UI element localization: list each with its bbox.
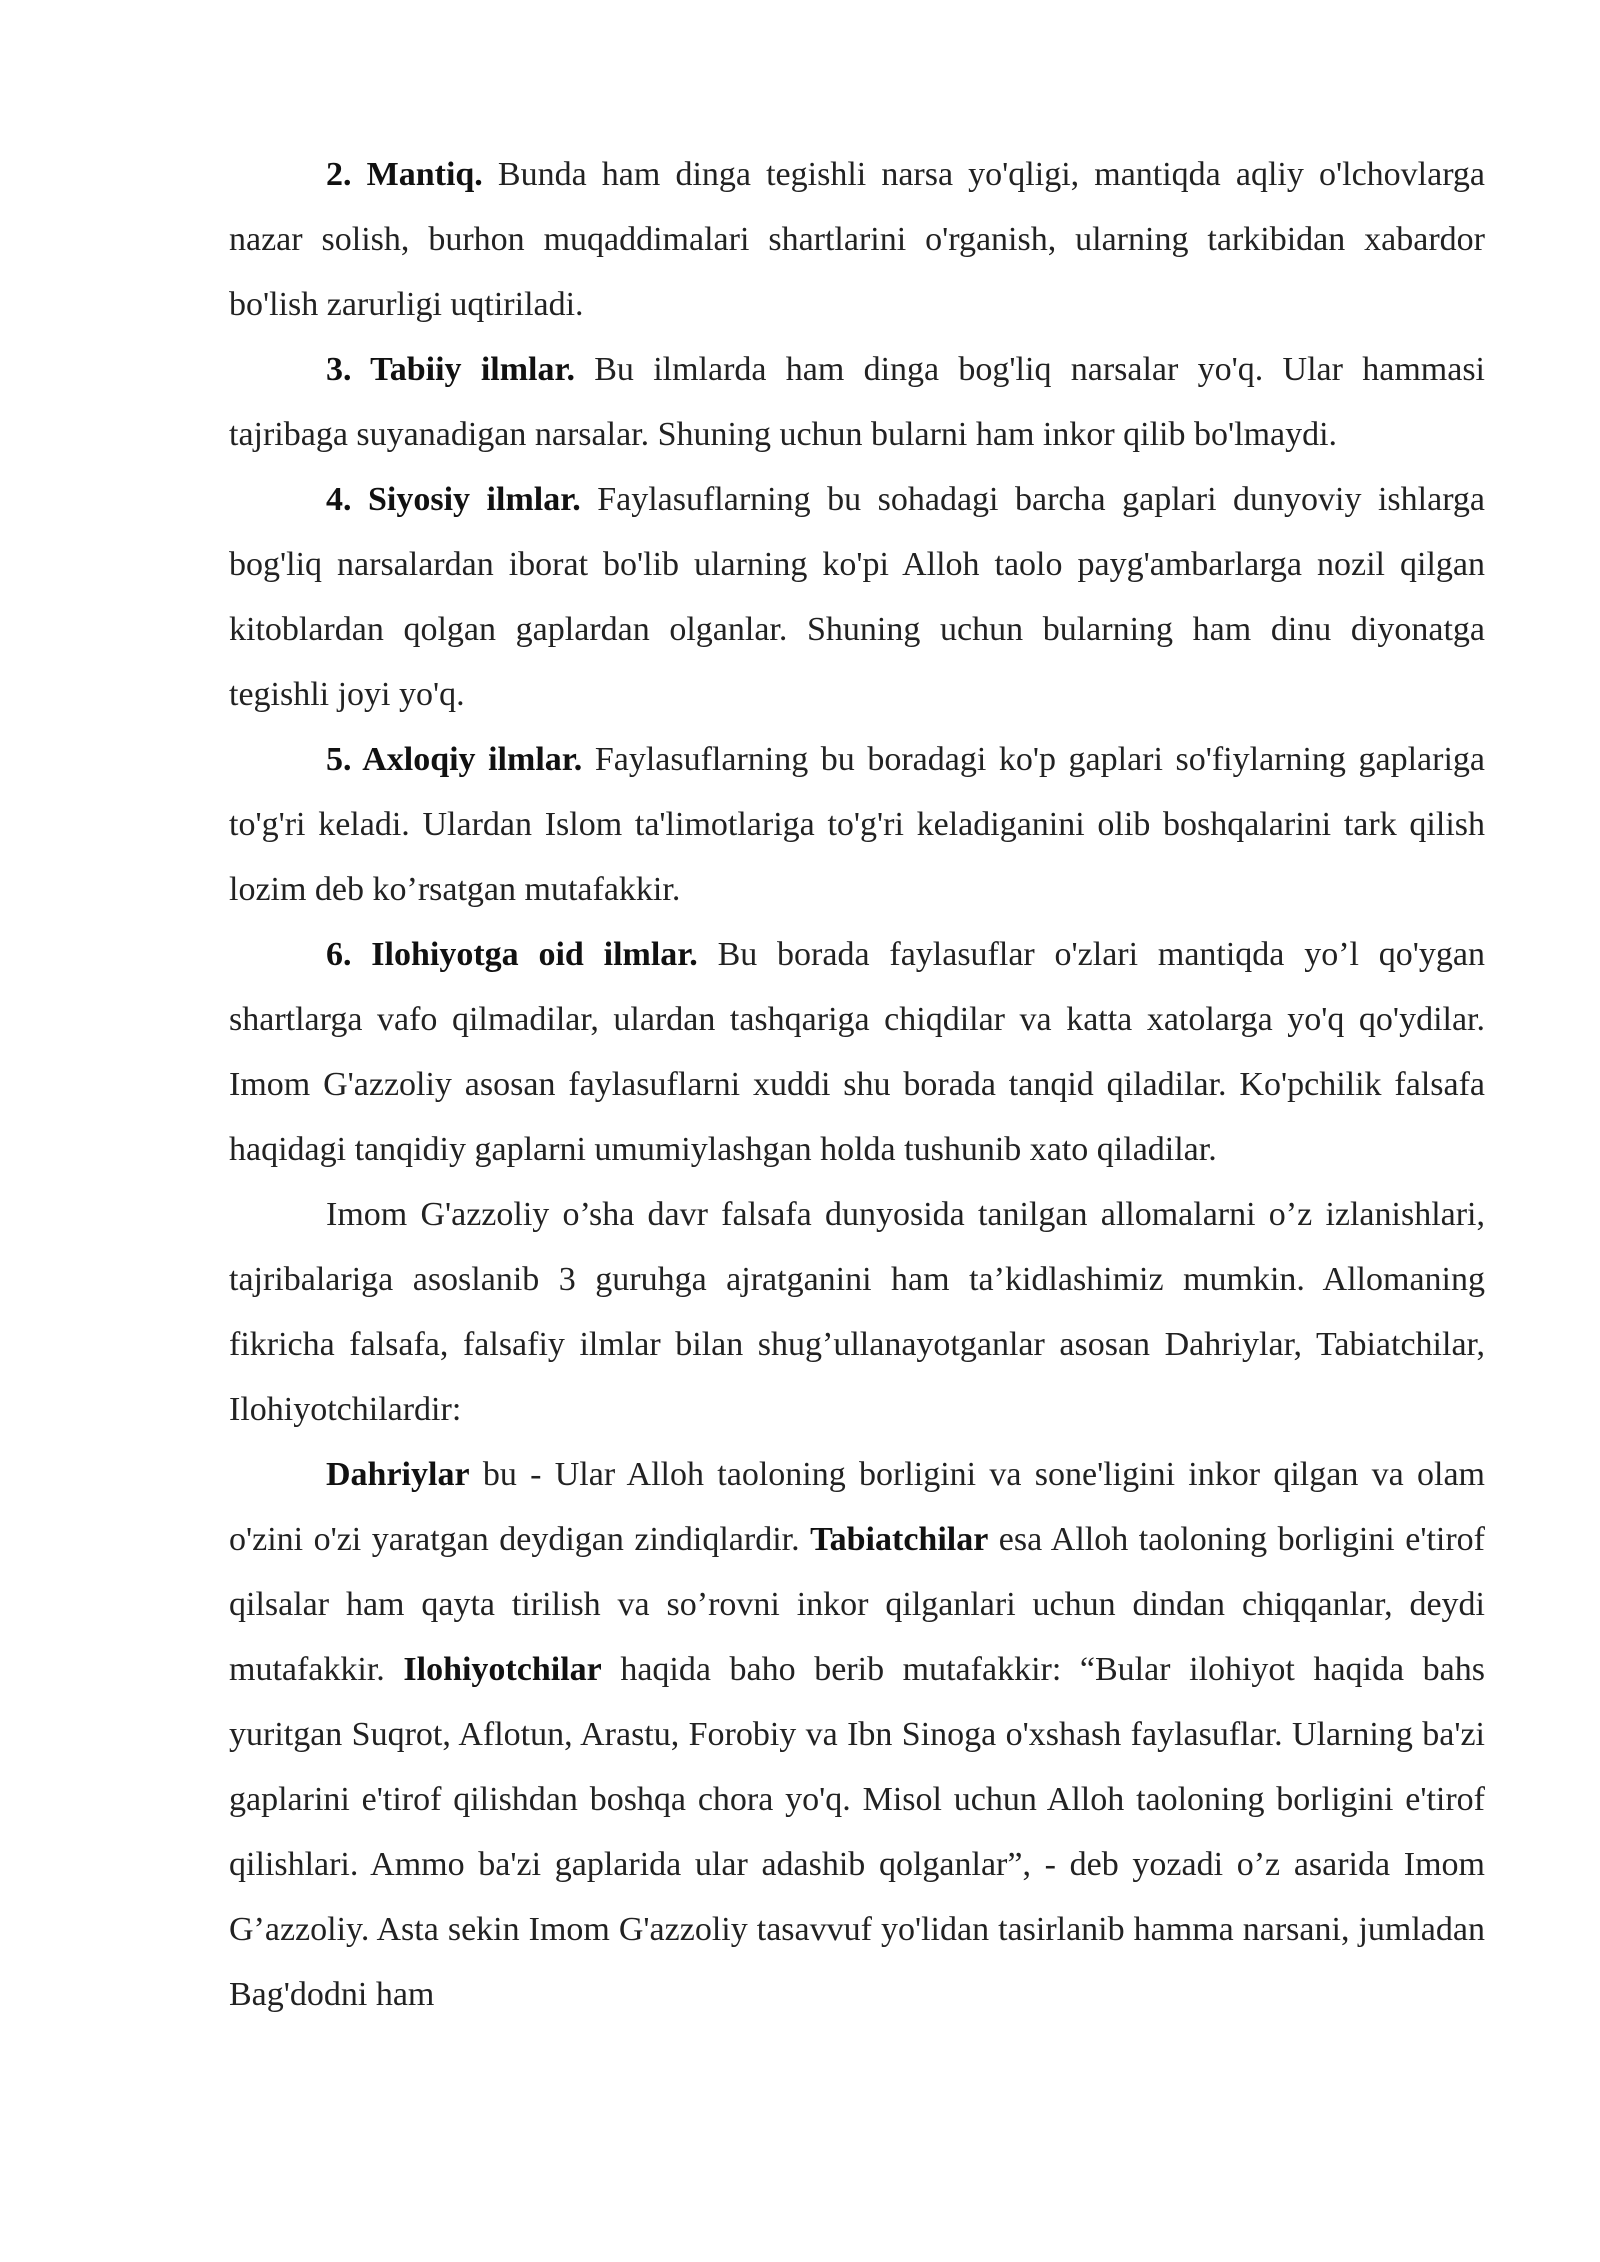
term-ilohiyotchilar: Ilohiyotchilar [403, 1651, 602, 1688]
paragraph-guruhlar [229, 1182, 1485, 1442]
heading-siyosiy-ilmlar: 4. Siyosiy ilmlar. [326, 481, 581, 518]
paragraph-ilohiyot-ilmlar-text: Bu borada faylasuflar o'zlari mantiqda yo’l qo'ygan shartlarga vafo qilmadilar, ulardan tashqariga chiqdilar va katta xatolarga yo'q qo'ydilar. Imom G'azzoliy asosan faylasuflarni xuddi shu borada tanqid qiladilar. Ko'pchilik falsafa haqidagi tanqidiy gaplarni umumiylashgan holda tushunib xato qiladilar. [229, 936, 1485, 1168]
paragraph-tabiiy-ilmlar-text: Bu ilmlarda ham dinga bog'liq narsalar yo'q. Ular hammasi tajribaga suyanadigan narsalar. Shuning uchun bularni ham inkor qilib bo'lmaydi. [229, 351, 1485, 453]
heading-mantiq: 2. Mantiq. [326, 156, 483, 193]
heading-tabiiy-ilmlar: 3. Tabiiy ilmlar. [326, 351, 575, 388]
term-tabiatchilar: Tabiatchilar [810, 1521, 989, 1558]
heading-axloqiy-ilmlar: 5. Axloqiy ilmlar. [326, 741, 583, 778]
paragraph-siyosiy-ilmlar [229, 467, 1485, 727]
paragraph-ilohiyot-ilmlar [229, 922, 1485, 1182]
paragraph-tabiiy-ilmlar [229, 337, 1485, 467]
document-page [229, 142, 1485, 2027]
paragraph-mantiq [229, 142, 1485, 337]
paragraph-mantiq-text: Bunda ham dinga tegishli narsa yo'qligi, mantiqda aqliy o'lchovlarga nazar solish, burhon muqaddimalari shartlarini o'rganish, ularning tarkibidan xabardor bo'lish zarurligi uqtiriladi. [229, 156, 1485, 323]
heading-ilohiyot-ilmlar: 6. Ilohiyotga oid ilmlar. [326, 936, 698, 973]
paragraph-guruhlar-text: Imom G'azzoliy o’sha davr falsafa dunyosida tanilgan allomalarni o’z izlanishlari, tajribalariga asoslanib 3 guruhga ajratganini ham ta’kidlashimiz mumkin. Allomaning fikricha falsafa, falsafiy ilmlar bilan shug’ullanayotganlar asosan Dahriylar, Tabiatchilar, Ilohiyotchilardir: [229, 1196, 1485, 1428]
paragraph-dahriylar-text: bu - Ular Alloh taoloning borligini va sone'ligini inkor qilgan va olam o'zini o'zi yaratgan deydigan zindiqlardir. [229, 1456, 1485, 1558]
term-dahriylar: Dahriylar [326, 1456, 470, 1493]
paragraph-ilohiyotchilar-text: haqida baho berib mutafakkir: “Bular ilohiyot haqida bahs yuritgan Suqrot, Aflotun, Arastu, Forobiy va Ibn Sinoga o'xshash faylasuflar. Ularning ba'zi gaplarini e'tirof qilishdan boshqa chora yo'q. Misol uchun Alloh taoloning borligini e'tirof qilishlari. Ammo ba'zi gaplarida ular adashib qolganlar”, - deb yozadi o’z asarida Imom G’azzoliy. Asta sekin Imom G'azzoliy tasavvuf yo'lidan tasirlanib hamma narsani, jumladan Bag'dodni ham [229, 1651, 1485, 2013]
paragraph-siyosiy-ilmlar-text: Faylasuflarning bu sohadagi barcha gaplari dunyoviy ishlarga bog'liq narsalardan iborat bo'lib ularning ko'pi Alloh taolo payg'ambarlarga nozil qilgan kitoblardan qolgan gaplardan olganlar. Shuning uchun bularning ham dinu diyonatga tegishli joyi yo'q. [229, 481, 1485, 713]
paragraph-axloqiy-ilmlar-text: Faylasuflarning bu boradagi ko'p gaplari so'fiylarning gaplariga to'g'ri keladi. Ulardan Islom ta'limotlariga to'g'ri keladiganini olib boshqalarini tark qilish lozim deb ko’rsatgan mutafakkir. [229, 741, 1485, 908]
paragraph-tabiatchilar-text: esa Alloh taoloning borligini e'tirof qilsalar ham qayta tirilish va so’rovni inkor qilganlari uchun dindan chiqqanlar, deydi mutafakkir. [229, 1521, 1485, 1688]
paragraph-dahriylar [229, 1442, 1485, 2027]
paragraph-axloqiy-ilmlar [229, 727, 1485, 922]
